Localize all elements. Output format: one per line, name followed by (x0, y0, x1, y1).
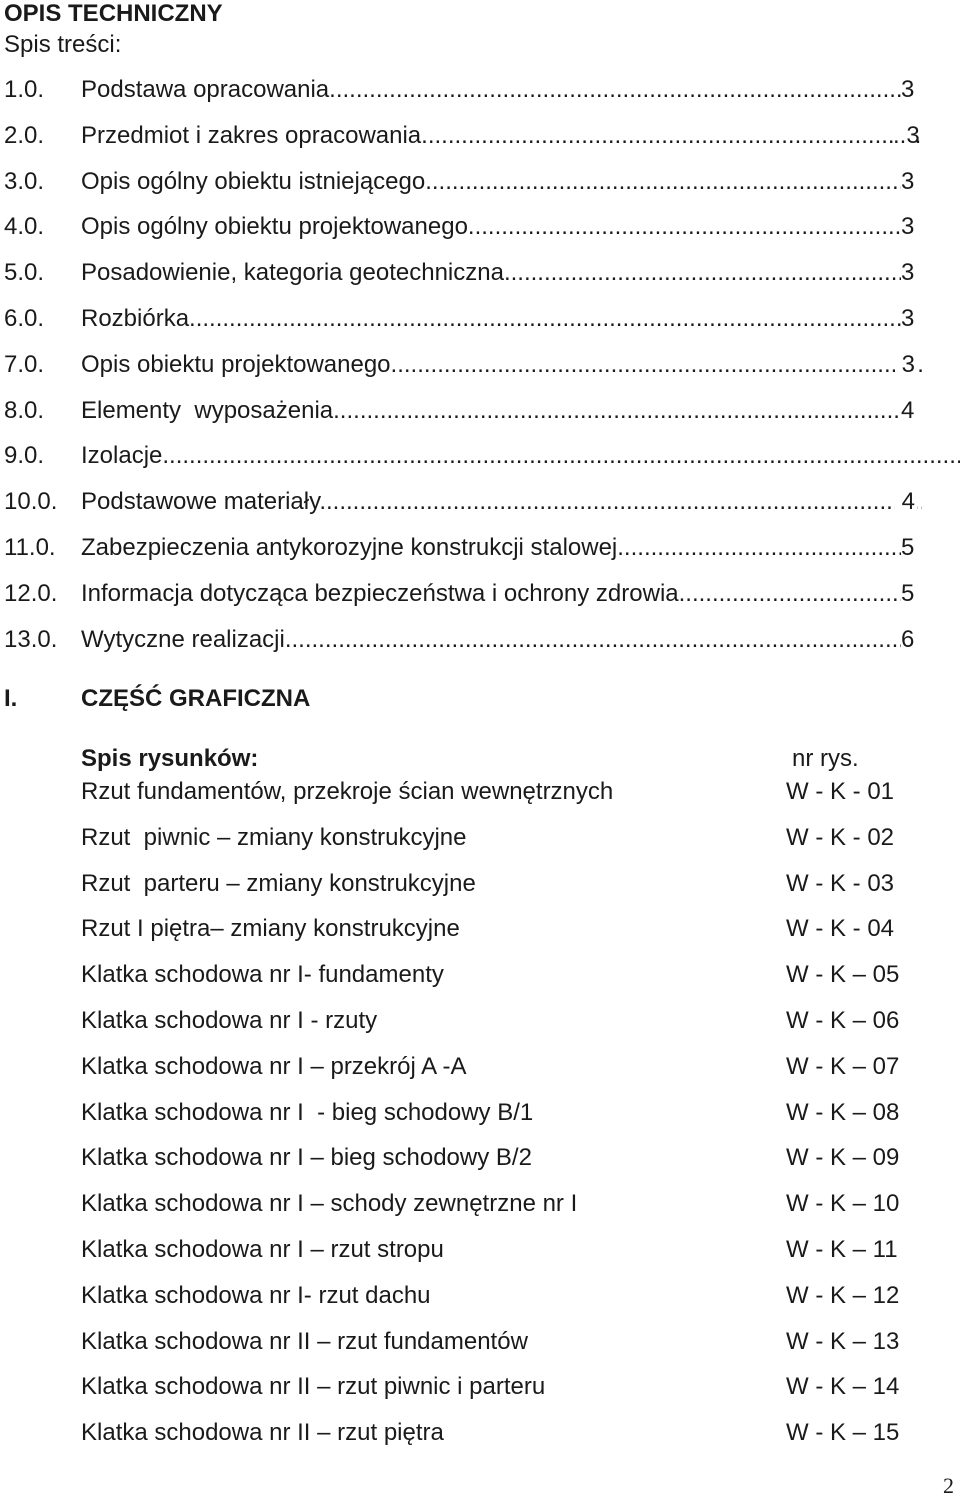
drawing-row[interactable] (0, 1097, 960, 1143)
toc-entry-number: 11.0. (4, 533, 56, 561)
toc-entry-text: Rozbiórka (81, 304, 190, 332)
toc-entry-leader (81, 622, 922, 658)
drawing-name: Klatka schodowa nr I – rzut stropu (81, 1235, 444, 1263)
toc-entry-text: Elementy wyposażenia (81, 396, 334, 424)
drawing-code: W - K – 06 (786, 1006, 900, 1034)
toc-entry[interactable] (0, 301, 960, 347)
toc-entry[interactable] (0, 576, 960, 622)
toc-entry[interactable] (0, 484, 960, 530)
toc-entry[interactable] (0, 347, 960, 393)
toc-entry-text: Wytyczne realizacji (81, 625, 285, 653)
toc-entry-page: 3 (901, 72, 923, 108)
drawing-name: Klatka schodowa nr I- rzut dachu (81, 1281, 431, 1309)
drawing-row[interactable] (0, 1417, 960, 1463)
toc-entry-leader (81, 484, 922, 520)
drawing-name: Klatka schodowa nr I - bieg schodowy B/1 (81, 1098, 534, 1126)
drawing-row[interactable] (0, 1326, 960, 1372)
drawing-name: Klatka schodowa nr I - rzuty (81, 1006, 378, 1034)
toc-entry-page: 5 (901, 576, 923, 612)
drawing-code: W - K - 04 (786, 915, 895, 943)
drawing-name: Rzut fundamentów, przekroje ścian wewnętrznych (81, 778, 614, 805)
document-title: OPIS TECHNICZNY (4, 0, 223, 27)
toc-entry-leader (81, 393, 922, 429)
table-of-contents (0, 72, 960, 667)
toc-entry[interactable] (0, 622, 960, 668)
drawing-name: Klatka schodowa nr II – rzut piwnic i parteru (81, 1373, 546, 1401)
toc-entry-leader (81, 72, 922, 108)
toc-entry-leader (81, 347, 922, 383)
section-title: CZĘŚĆ GRAFICZNA (81, 685, 311, 712)
toc-entry-number: 5.0. (4, 259, 45, 287)
drawing-code: W - K - 01 (786, 778, 895, 805)
toc-entry-leader (81, 164, 922, 200)
drawing-name: Klatka schodowa nr II – rzut fundamentów (81, 1327, 528, 1355)
toc-entry[interactable] (0, 530, 960, 576)
toc-entry-number: 2.0. (4, 121, 45, 149)
drawing-name: Rzut parteru – zmiany konstrukcyjne (81, 869, 476, 897)
toc-entry-number: 10.0. (4, 488, 58, 516)
drawing-name: Klatka schodowa nr II – rzut piętra (81, 1419, 444, 1447)
toc-entry[interactable] (0, 72, 960, 118)
drawing-name: Klatka schodowa nr I – przekrój A -A (81, 1052, 467, 1080)
toc-entry-text: Opis ogólny obiektu istniejącego (81, 167, 426, 195)
toc-entry-page: 4 (901, 393, 923, 429)
drawing-code: W - K – 07 (786, 1052, 900, 1080)
toc-entry-page: 3 (895, 347, 917, 383)
toc-entry-leader (81, 530, 922, 566)
toc-entry[interactable] (0, 255, 960, 301)
toc-entry-text: Podstawowe materiały (81, 488, 320, 516)
drawing-name: Klatka schodowa nr I – bieg schodowy B/2 (81, 1144, 532, 1172)
drawing-code: W - K – 14 (786, 1373, 900, 1401)
drawing-row[interactable] (0, 1142, 960, 1188)
drawing-code: W - K – 09 (786, 1144, 900, 1172)
toc-entry[interactable] (0, 438, 960, 484)
toc-entry-number: 1.0. (4, 76, 45, 103)
toc-entry-number: 4.0. (4, 213, 45, 241)
toc-entry-text: Posadowienie, kategoria geotechniczna (81, 259, 504, 287)
toc-entry[interactable] (0, 118, 960, 164)
drawings-list-label: Spis rysunków: (81, 745, 259, 772)
drawing-row[interactable] (0, 913, 960, 959)
toc-entry-text: Opis obiektu projektowanego (81, 350, 391, 378)
drawing-code: W - K – 15 (786, 1419, 900, 1447)
drawing-number-column-label: nr rys. (792, 745, 859, 772)
toc-entry-page: ..3 (893, 118, 915, 154)
drawing-code: W - K – 05 (786, 961, 900, 989)
toc-entry-leader (81, 118, 922, 154)
section-number: I. (4, 685, 18, 712)
drawing-code: W - K – 10 (786, 1190, 900, 1218)
toc-entry-text (81, 438, 922, 474)
toc-entry-page: 3 (901, 164, 923, 200)
drawing-code: W - K – 13 (786, 1327, 900, 1355)
toc-entry-page: 3 (901, 301, 923, 337)
toc-entry-text: Zabezpieczenia antykorozyjne konstrukcji stalowej (81, 533, 618, 561)
drawing-code: W - K – 12 (786, 1281, 900, 1309)
toc-entry-page: 5 (901, 530, 923, 566)
toc-entry-number: 6.0. (4, 304, 45, 332)
toc-entry-text: Przedmiot i zakres opracowania (81, 121, 422, 149)
toc-entry-leader (81, 255, 922, 291)
toc-entry-number: 7.0. (4, 350, 45, 378)
toc-entry-label: Izolacje (81, 442, 163, 470)
drawing-row[interactable] (0, 1234, 960, 1280)
toc-entry-number: 3.0. (4, 167, 45, 195)
drawing-code: W - K – 08 (786, 1098, 900, 1126)
toc-heading: Spis treści: (4, 31, 122, 58)
drawing-row[interactable] (0, 1371, 960, 1417)
toc-entry-leader (81, 301, 922, 337)
toc-entry-leader (81, 209, 922, 245)
toc-entry[interactable] (0, 164, 960, 210)
drawing-row[interactable] (0, 959, 960, 1005)
drawing-code: W - K - 03 (786, 869, 895, 897)
drawing-row[interactable] (0, 868, 960, 914)
toc-entry-page: 4 (895, 484, 917, 520)
toc-entry[interactable] (0, 209, 960, 255)
toc-entry-number: 8.0. (4, 396, 45, 424)
toc-entry-page: 3 (901, 209, 923, 245)
drawing-row[interactable] (0, 1005, 960, 1051)
drawing-name: Klatka schodowa nr I- fundamenty (81, 961, 444, 989)
drawing-row[interactable] (0, 1280, 960, 1326)
toc-entry-number: 12.0. (4, 579, 58, 607)
drawing-code: W - K - 02 (786, 823, 895, 851)
toc-entry-text: Informacja dotycząca bezpieczeństwa i ochrony zdrowia (81, 579, 679, 607)
toc-entry-number: 9.0. (4, 442, 45, 470)
drawing-name: Klatka schodowa nr I – schody zewnętrzne nr I (81, 1190, 578, 1218)
drawing-name: Rzut I piętra– zmiany konstrukcyjne (81, 915, 460, 943)
drawing-code: W - K – 11 (786, 1235, 898, 1263)
drawings-list (0, 776, 960, 1463)
drawing-row[interactable] (0, 822, 960, 868)
toc-entry-text: Podstawa opracowania (81, 76, 330, 103)
page-number: 2 (943, 1473, 954, 1498)
toc-entry[interactable] (0, 393, 960, 439)
toc-entry-text: Opis ogólny obiektu projektowanego (81, 213, 468, 241)
drawing-row[interactable] (0, 1188, 960, 1234)
drawing-row[interactable] (0, 1051, 960, 1097)
drawing-name: Rzut piwnic – zmiany konstrukcyjne (81, 823, 467, 851)
drawing-row[interactable] (0, 776, 960, 822)
toc-entry-page: 6 (901, 622, 923, 658)
toc-entry-number: 13.0. (4, 625, 58, 653)
toc-entry-page: 3 (901, 255, 923, 291)
toc-entry-leader (81, 576, 922, 612)
